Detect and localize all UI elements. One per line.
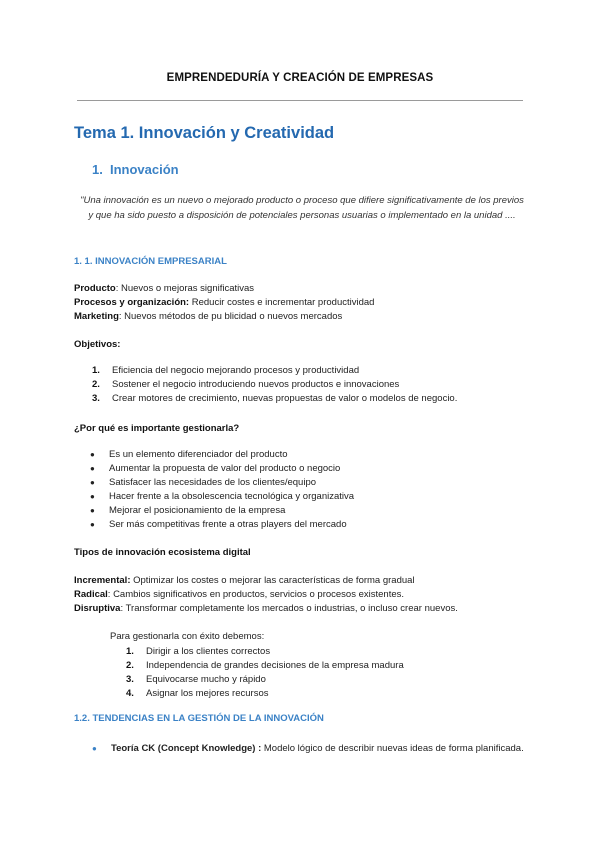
definition-text: : Nuevos métodos de pu blicidad o nuevos mercados — [118, 311, 343, 322]
bullet-icon: ● — [90, 520, 95, 529]
list-text: Eficiencia del negocio mejorando procesos y productividad — [112, 365, 360, 376]
type-text: Optimizar los costes o mejorar las características de forma gradual — [130, 575, 415, 586]
type-text: : Cambios significativos en productos, servicios o procesos existentes. — [107, 589, 405, 600]
list-text: Dirigir a los clientes correctos — [146, 646, 271, 657]
type-disruptiva — [74, 603, 458, 614]
ck-theory-item — [92, 741, 524, 756]
objectives-list — [92, 364, 457, 406]
list-text: Satisfacer las necesidades de los clientes/equipo — [109, 477, 317, 488]
list-item — [92, 392, 457, 406]
document-header-title: EMPRENDEDURÍA Y CREACIÓN DE EMPRESAS — [166, 72, 434, 84]
tema-title: Tema 1. Innovación y Creatividad — [74, 124, 335, 142]
type-radical — [74, 589, 404, 600]
bullet-icon: ● — [90, 464, 95, 473]
type-term: Radical — [74, 589, 108, 600]
list-text: Mejorar el posicionamiento de la empresa — [109, 505, 286, 516]
list-item — [126, 673, 404, 687]
type-term: Incremental: — [74, 575, 131, 586]
list-item — [92, 364, 457, 378]
objectives-title: Objetivos: — [74, 339, 121, 350]
innovation-definition-quote: "Una innovación es un nuevo o mejorado producto o proceso que difiere significativamente de los previos y que ha sido puesto a disposición de potenciales personas usuarias o implementado en la unidad .... — [80, 195, 524, 221]
list-number: 4. — [126, 688, 134, 699]
definition-marketing — [74, 311, 342, 322]
list-number: 3. — [92, 393, 100, 404]
definition-term: Marketing — [74, 311, 119, 322]
list-number: 2. — [126, 660, 134, 671]
list-item — [126, 659, 404, 673]
bullet-icon: ● — [90, 478, 95, 487]
bullet-icon: ● — [90, 506, 95, 515]
type-incremental — [74, 575, 415, 586]
list-text: Hacer frente a la obsolescencia tecnológica y organizativa — [109, 491, 355, 502]
innovation-types-title: Tipos de innovación ecosistema digital — [74, 547, 251, 558]
list-text: Ser más competitivas frente a otras players del mercado — [109, 519, 347, 530]
ck-theory-description: Modelo lógico de describir nuevas ideas de forma planificada. — [261, 743, 524, 754]
section-1-number: 1. — [92, 162, 103, 177]
type-term: Disruptiva — [74, 603, 121, 614]
definition-text: : Nuevos o mejoras significativas — [115, 283, 255, 294]
list-item — [90, 448, 354, 462]
definition-producto — [74, 283, 254, 294]
list-text: Es un elemento diferenciador del producto — [109, 449, 288, 460]
list-item — [92, 378, 457, 392]
definition-term: Producto — [74, 283, 116, 294]
list-item — [126, 687, 404, 701]
list-text: Independencia de grandes decisiones de la empresa madura — [146, 660, 404, 671]
ck-theory-term: Teoría CK (Concept Knowledge) : — [111, 743, 262, 754]
list-text: Asignar los mejores recursos — [146, 688, 269, 699]
section-1-heading — [92, 162, 179, 177]
definition-procesos — [74, 297, 374, 308]
list-item — [126, 645, 404, 659]
bullet-icon: ● — [90, 450, 95, 459]
section-1-title: Innovación — [110, 162, 179, 177]
definition-text: Reducir costes e incrementar productividad — [189, 297, 375, 308]
header-divider — [77, 100, 523, 101]
list-item — [90, 476, 354, 490]
why-important-list — [90, 448, 354, 532]
manage-steps-list — [126, 645, 404, 701]
list-item — [90, 504, 354, 518]
list-number: 1. — [92, 365, 100, 376]
definition-term: Procesos y organización: — [74, 297, 190, 308]
list-number: 3. — [126, 674, 134, 685]
why-important-title: ¿Por qué es importante gestionarla? — [74, 423, 240, 434]
list-text: Aumentar la propuesta de valor del producto o negocio — [109, 463, 341, 474]
list-text: Crear motores de crecimiento, nuevas propuestas de valor o modelos de negocio. — [112, 393, 458, 404]
ck-theory-text — [111, 741, 524, 756]
type-text: : Transformar completamente los mercados o industrias, o incluso crear nuevos. — [120, 603, 458, 614]
manage-intro: Para gestionarla con éxito debemos: — [110, 631, 265, 642]
list-number: 2. — [92, 379, 100, 390]
list-item — [90, 462, 354, 476]
bullet-icon: ● — [92, 744, 97, 753]
subsection-1-1-title: 1. 1. INNOVACIÓN EMPRESARIAL — [74, 256, 227, 267]
bullet-icon: ● — [90, 492, 95, 501]
list-text: Equivocarse mucho y rápido — [146, 674, 266, 685]
list-text: Sostener el negocio introduciendo nuevos productos e innovaciones — [112, 379, 400, 390]
list-item — [90, 518, 354, 532]
subsection-1-2-title: 1.2. TENDENCIAS EN LA GESTIÓN DE LA INNOVACIÓN — [74, 713, 324, 724]
list-item — [90, 490, 354, 504]
list-number: 1. — [126, 646, 134, 657]
